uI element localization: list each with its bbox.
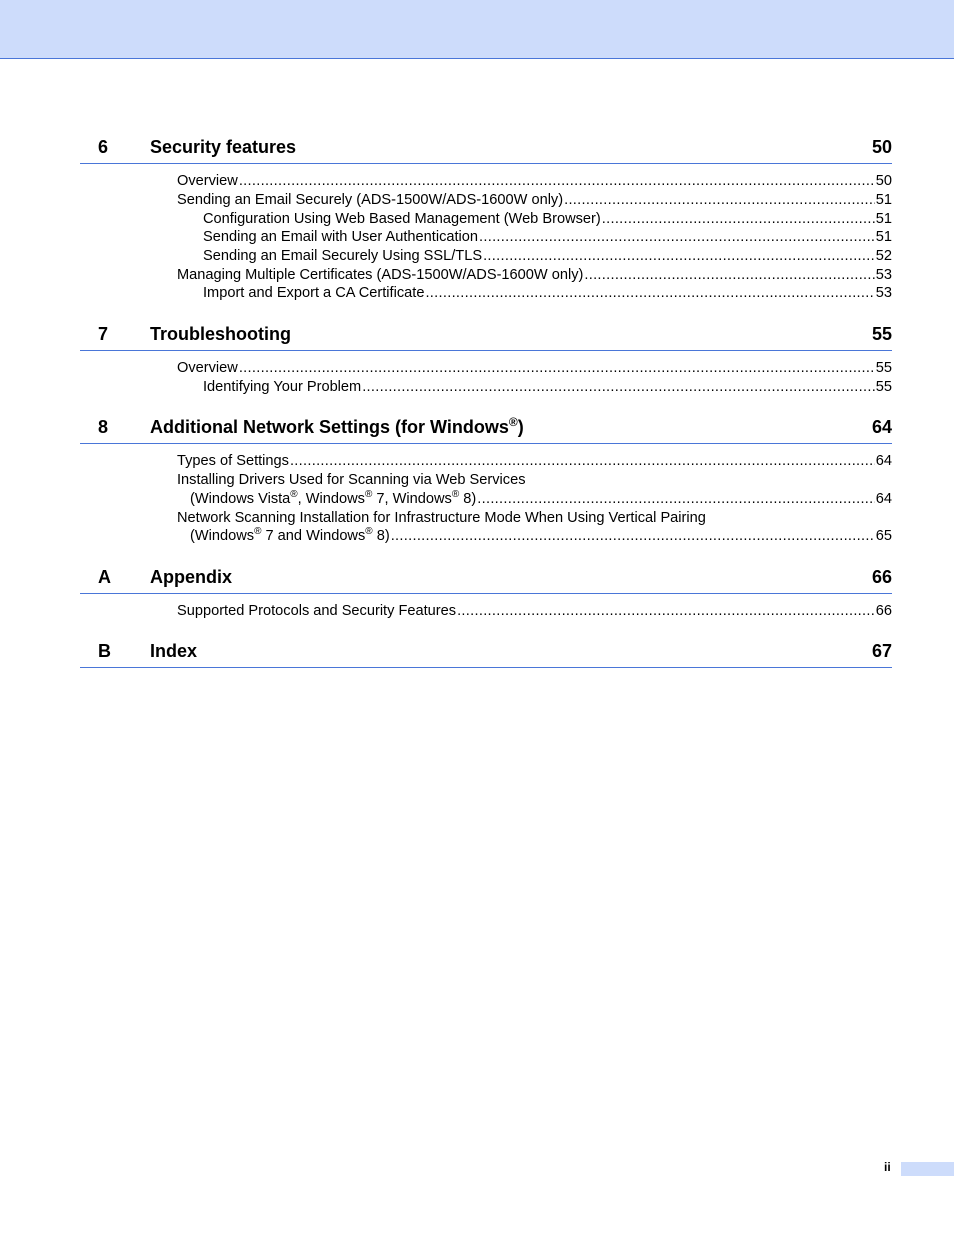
toc-entry-label: Sending an Email Securely (ADS-1500W/ADS-1600W only) [177,192,564,208]
registered-mark: ® [364,489,373,501]
leader-dots [602,210,875,228]
leader-dots [584,266,874,284]
registered-mark: ® [254,526,262,538]
label-part: , Windows [297,491,365,507]
leader-dots [362,378,875,396]
toc-entry-label: Import and Export a CA Certificate [203,285,425,301]
chapter-page: 66 [871,567,892,587]
toc-entry-label [190,490,476,508]
chapter-title: Troubleshooting [150,324,291,344]
label-part: (Windows Vista [190,491,291,507]
chapter-title-text: Additional Network Settings (for Windows [150,417,509,437]
leader-dots [239,359,875,377]
chapter-number: 6 [98,137,109,157]
leader-dots [479,228,875,246]
toc-entry-label: Overview [177,173,238,189]
toc-entry-label: Managing Multiple Certificates (ADS-1500W/ADS-1600W only) [177,267,584,283]
chapter-page: 50 [871,137,892,157]
toc-entry-line[interactable]: Network Scanning Installation for Infrastructure Mode When Using Vertical Pairing [177,510,706,526]
label-part: 7 and Windows [261,528,366,544]
registered-mark: ® [290,489,298,501]
chapter-heading-8[interactable] [80,416,892,444]
toc-entry-page: 51 [875,211,892,227]
leader-dots [239,172,875,190]
chapter-page: 64 [871,417,892,437]
toc-entry-page: 64 [875,491,892,507]
chapter-number: 8 [98,417,109,437]
toc-entry-page: 52 [875,248,892,264]
toc-entry[interactable] [177,191,892,209]
label-part: 7, Windows [372,491,452,507]
leader-dots [457,602,875,620]
chapter-page: 55 [871,324,892,344]
leader-dots [391,527,875,545]
registered-mark: ® [365,526,373,538]
toc-entry-label [190,527,390,545]
chapter-title: Security features [150,137,297,157]
leader-dots [290,452,875,470]
toc-entry-page: 66 [875,603,892,619]
chapter-page: 67 [871,641,892,661]
chapter-heading-b[interactable] [80,640,892,668]
chapter-title: Index [150,641,198,661]
toc-entry-label: Types of Settings [177,453,289,469]
toc-entry[interactable] [190,490,892,508]
toc-entry-page: 55 [875,360,892,376]
registered-mark: ® [508,415,518,429]
toc-entry[interactable] [177,172,892,190]
toc-entry-label: Sending an Email with User Authentication [203,229,479,245]
toc-entry[interactable] [177,359,892,377]
toc-entry[interactable] [203,378,892,396]
toc-entry-page: 55 [875,379,892,395]
leader-dots [564,191,875,209]
toc-entry-page: 53 [875,285,892,301]
toc-entry-page: 51 [875,192,892,208]
leader-dots [425,284,874,302]
toc-entry-page: 50 [875,173,892,189]
chapter-heading-6[interactable] [80,136,892,164]
toc-entry[interactable] [203,284,892,302]
toc-entry[interactable] [177,266,892,284]
toc-entry[interactable] [177,452,892,470]
toc-entry[interactable] [203,247,892,265]
toc-entry-page: 64 [875,453,892,469]
chapter-title [150,417,524,438]
chapter-title: Appendix [150,567,233,587]
leader-dots [483,247,875,265]
registered-mark: ® [451,489,460,501]
chapter-number: B [98,641,111,661]
toc-entry[interactable] [203,228,892,246]
chapter-heading-a[interactable] [80,566,892,594]
chapter-title-end: ) [517,417,524,437]
toc-entry[interactable] [190,527,892,545]
toc-entry-label: Configuration Using Web Based Management (Web Browser) [203,211,601,227]
chapter-heading-7[interactable] [80,323,892,351]
toc-entry[interactable] [177,602,892,620]
toc-entry-label: Sending an Email Securely Using SSL/TLS [203,248,483,264]
label-part: 8) [372,528,390,544]
toc-entry-page: 65 [875,528,892,544]
chapter-number: 7 [98,324,109,344]
chapter-number: A [98,567,111,587]
label-part: (Windows [190,528,255,544]
toc-entry-line[interactable]: Installing Drivers Used for Scanning via Web Services [177,472,526,488]
toc-entry-page: 51 [875,229,892,245]
toc-entry-label: Identifying Your Problem [203,379,362,395]
toc-entry-label: Overview [177,360,238,376]
toc-entry-page: 53 [875,267,892,283]
page-tab [901,1162,954,1176]
toc-entry-label: Supported Protocols and Security Features [177,603,457,619]
page-number: ii [884,1160,891,1174]
label-part: 8) [459,491,477,507]
leader-dots [477,490,875,508]
toc-entry[interactable] [203,210,892,228]
header-band [0,0,954,59]
